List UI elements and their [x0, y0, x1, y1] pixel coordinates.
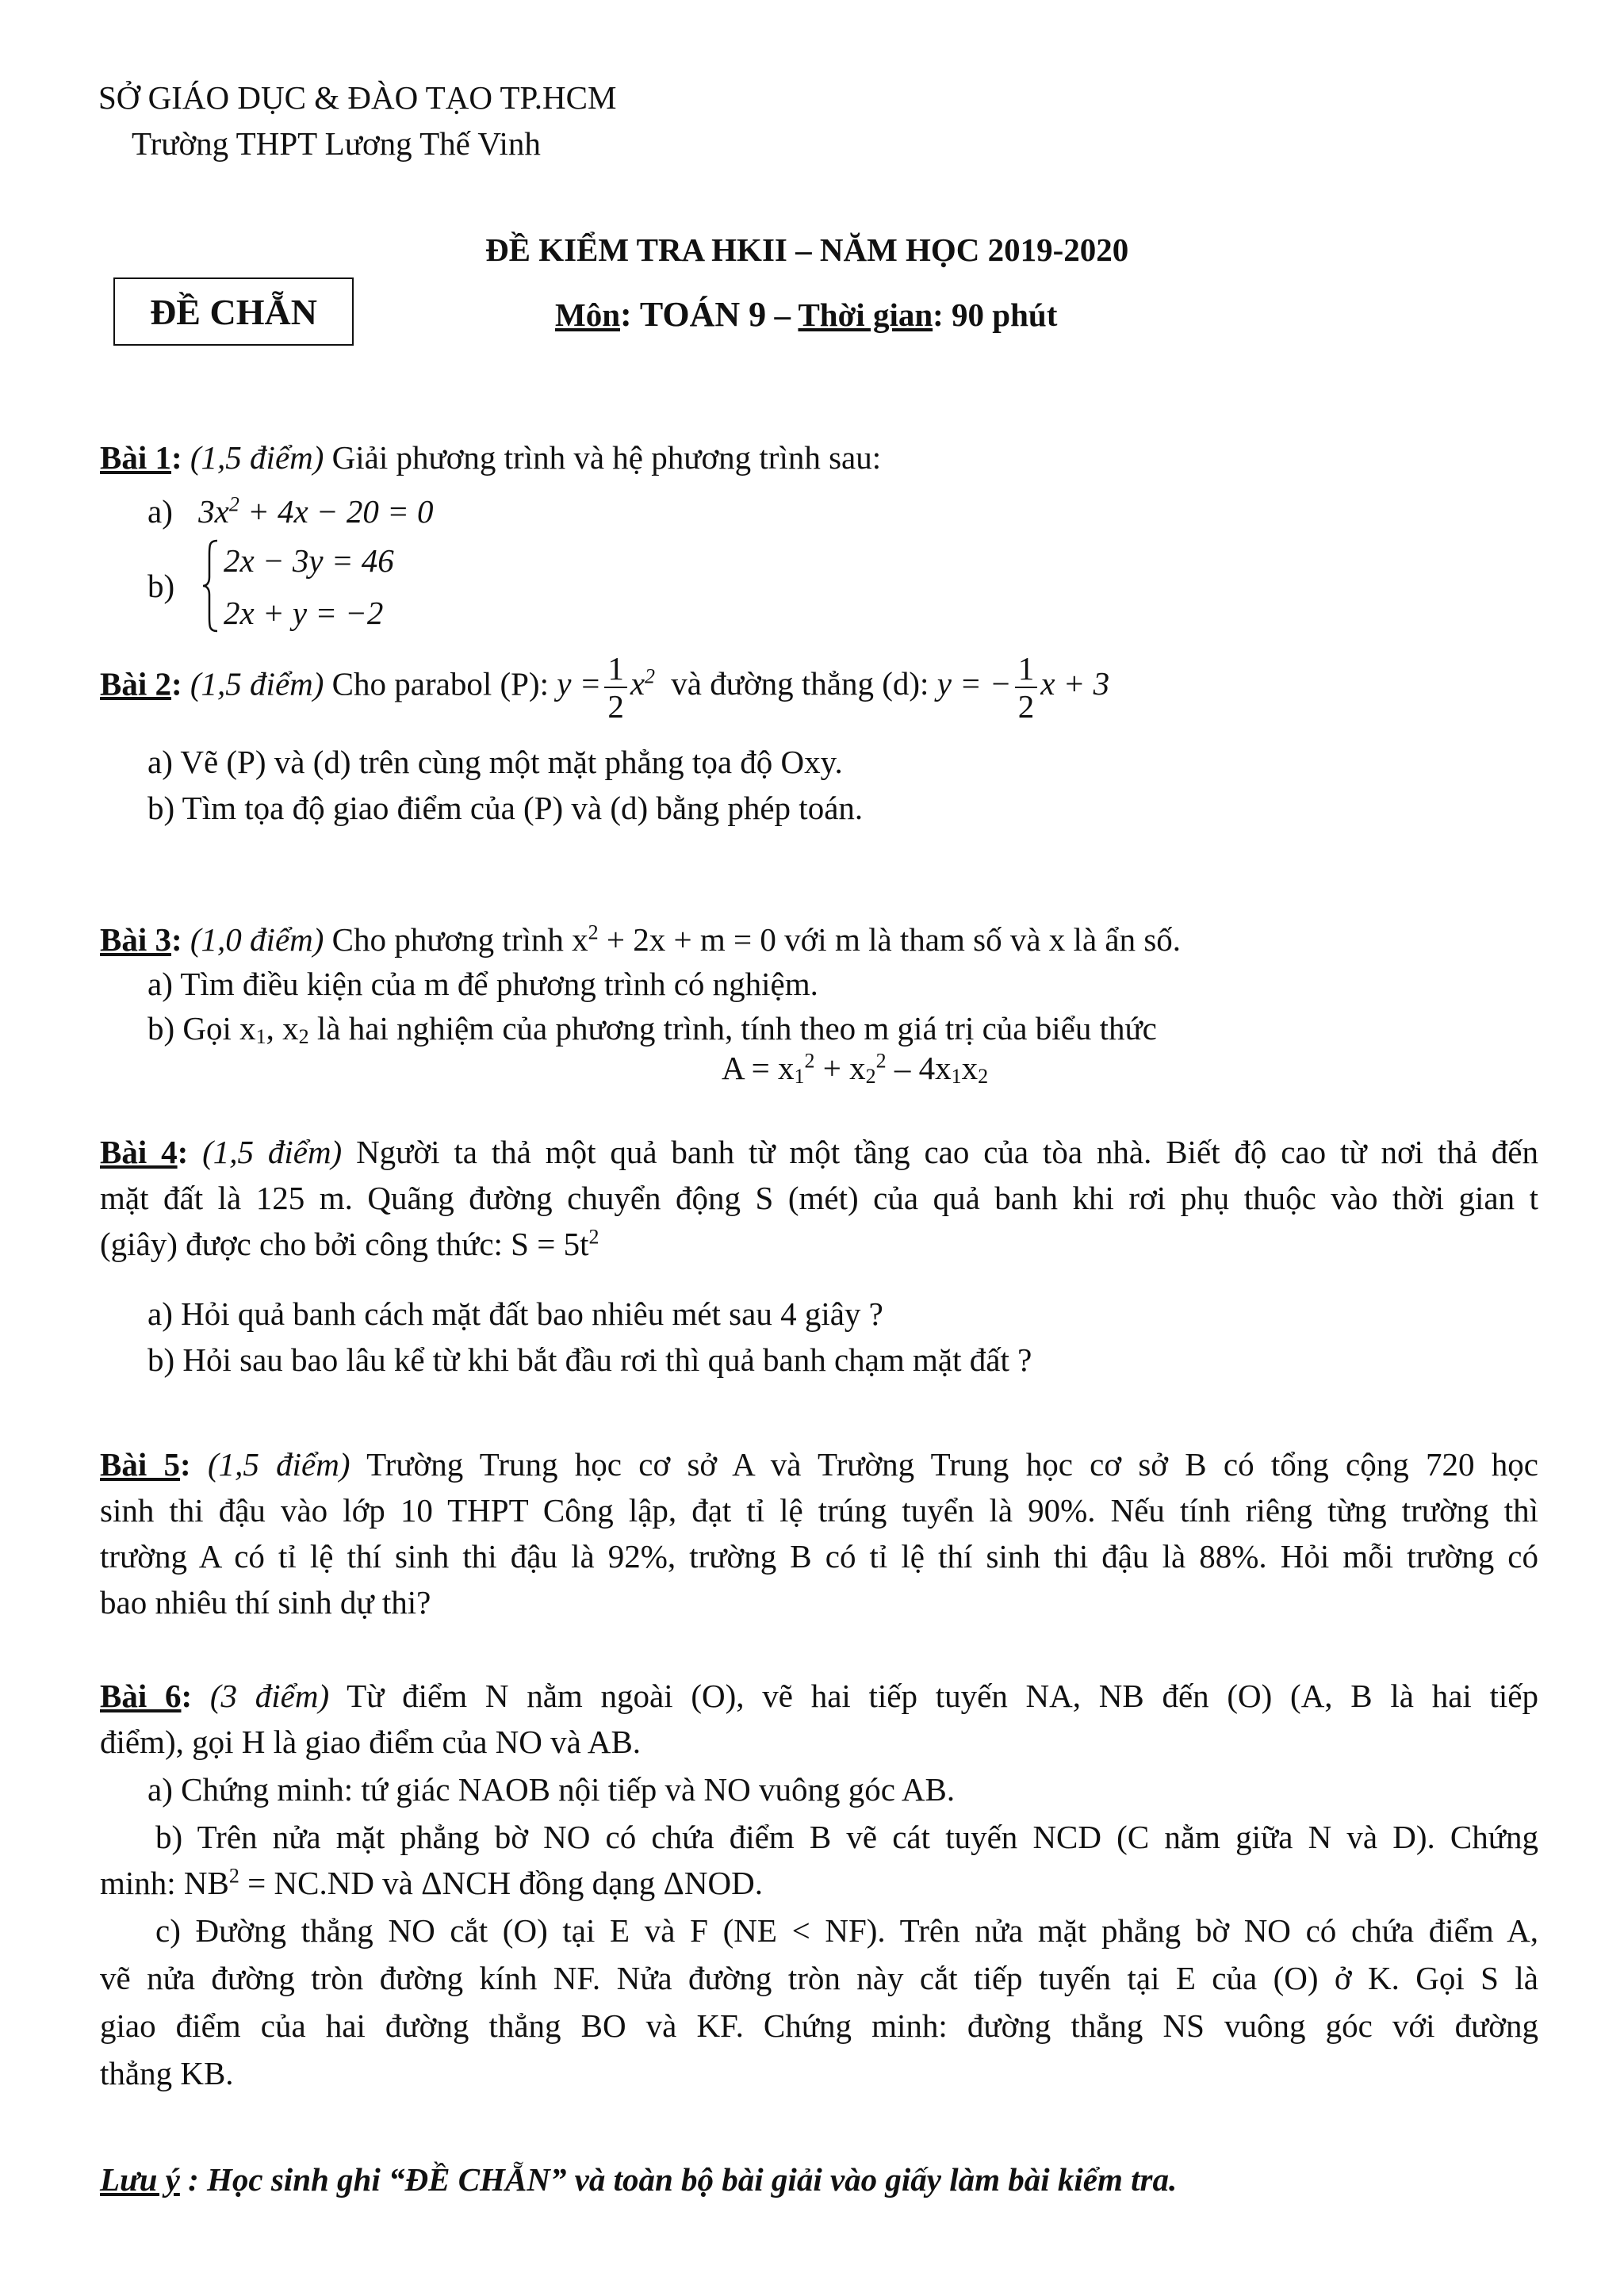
eq-a-exp: 2	[228, 492, 239, 516]
bai6-a: a) Chứng minh: tứ giác NAOB nội tiếp và NO vuông góc AB.	[147, 1771, 956, 1808]
line-lhs: y = −	[936, 665, 1012, 702]
bai4-line-2: mặt đất là 125 m. Quãng đường chuyển động S (mét) của quả banh khi rơi phụ thuộc vào thời gian t	[100, 1180, 1538, 1216]
bai3-text-1: Cho phương trình x	[331, 921, 588, 958]
subject-line	[555, 292, 1057, 338]
eq-a-rest: + 4x − 20 = 0	[247, 493, 434, 530]
expr-s2: 2	[865, 1065, 876, 1089]
bai5-line-3: trường A có tỉ lệ thí sinh thi đậu là 92%, trường B có tỉ lệ thí sinh thi đậu là 88%. Hỏi mỗi trường có	[100, 1538, 1538, 1575]
bai6-b-2	[100, 1860, 763, 1906]
bai2-colon: :	[171, 665, 182, 702]
parabol-var: x	[630, 665, 645, 702]
bai4-text-1: Người ta thả một quả banh từ một tầng cao của tòa nhà. Biết độ cao từ nơi thả đến	[356, 1134, 1539, 1170]
expr-s4: 2	[978, 1065, 989, 1089]
bai6-c-1: c) Đường thẳng NO cắt (O) tại E và F (NE < NF). Trên nửa mặt phẳng bờ NO có chứa điểm A,	[155, 1912, 1538, 1949]
bai3-text-2: + 2x + m = 0 với m là tham số và x là ẩn số.	[598, 921, 1182, 958]
bai5-line-2: sinh thi đậu vào lớp 10 THPT Công lập, đạt tỉ lệ trúng tuyển là 90%. Nếu tính riêng từng trường thì	[100, 1492, 1538, 1529]
bai4-b: b) Hỏi sau bao lâu kể từ khi bắt đầu rơi thì quả banh chạm mặt đất ?	[147, 1341, 1032, 1378]
note	[100, 2156, 1177, 2202]
bai2-text-2: và đường thẳng (d):	[671, 665, 929, 702]
bai6-text-1: Từ điểm N nằm ngoài (O), vẽ hai tiếp tuyến NA, NB đến (O) (A, B là hai tiếp	[347, 1678, 1539, 1714]
bai3-b-1: b) Gọi x	[147, 1010, 256, 1047]
expr-s1: 1	[794, 1065, 805, 1089]
bai6-points: (3 điểm)	[209, 1678, 330, 1714]
bai6-b2-2: = NC.ND và ΔNCH đồng dạng ΔNOD.	[239, 1865, 763, 1901]
dash: –	[766, 297, 799, 333]
subject-label: Môn	[555, 297, 620, 333]
bai1-b-equation-2: 2x + y = −2	[224, 595, 384, 631]
bai4-exp: 2	[588, 1225, 599, 1249]
bai5-line-4: bao nhiêu thí sinh dự thi?	[100, 1584, 431, 1621]
bai6-b2-1: minh: NB	[100, 1865, 229, 1901]
bai3-colon: :	[171, 921, 182, 958]
bai3-b-2: , x	[266, 1010, 299, 1047]
time-label: Thời gian	[798, 297, 933, 333]
line-numerator: 1	[1017, 650, 1035, 687]
bai1-label: Bài 1	[100, 439, 171, 476]
bai2-text-1: Cho parabol (P):	[331, 665, 549, 702]
bai3-exp: 2	[588, 920, 599, 944]
bai4-line-3	[100, 1221, 599, 1267]
bai3-expression	[722, 1045, 988, 1091]
bai6-colon: :	[181, 1678, 193, 1714]
bai3-b-sub1: 1	[255, 1025, 266, 1049]
bai3-a: a) Tìm điều kiện của m để phương trình có nghiệm.	[147, 966, 818, 1002]
bai2-a: a) Vẽ (P) và (d) trên cùng một mặt phẳng tọa độ Oxy.	[147, 744, 843, 780]
parabol-denominator: 2	[604, 687, 627, 725]
bai1-a-label: a)	[147, 493, 173, 530]
bai1-a-equation	[198, 493, 433, 530]
bai1-text: Giải phương trình và hệ phương trình sau:	[331, 439, 882, 476]
system-brace	[201, 539, 219, 633]
bai6-b2-exp: 2	[228, 1864, 239, 1888]
expr-e2: 2	[875, 1049, 887, 1073]
bai6-c-4: thẳng KB.	[100, 2055, 234, 2091]
parabol-equation	[557, 650, 663, 725]
bai2-points: (1,5 điểm)	[190, 665, 324, 702]
note-text: : Học sinh ghi “ĐỀ CHẴN” và toàn bộ bài giải vào giấy làm bài kiểm tra.	[179, 2161, 1178, 2198]
bai5-line-1	[100, 1441, 1538, 1487]
bai6-b-1: b) Trên nửa mặt phẳng bờ NO có chứa điểm B vẽ cát tuyến NCD (C nằm giữa N và D). Chứng	[155, 1819, 1538, 1855]
eq-a-coef: 3x	[198, 493, 229, 530]
subject-value: : TOÁN 9	[620, 295, 767, 334]
bai6-c-3: giao điểm của hai đường thẳng BO và KF. Chứng minh: đường thẳng NS vuông góc với đường	[100, 2007, 1538, 2044]
bai1-points: (1,5 điểm)	[190, 439, 324, 476]
exam-title: ĐỀ KIỂM TRA HKII – NĂM HỌC 2019-2020	[485, 232, 1129, 268]
expr-s3: 1	[951, 1065, 962, 1089]
bai6-line-2: điểm), gọi H là giao điểm của NO và AB.	[100, 1724, 642, 1760]
bai6-label: Bài 6	[100, 1678, 182, 1714]
bai3-b-3: là hai nghiệm của phương trình, tính theo m giá trị của biểu thức	[308, 1010, 1157, 1047]
line-fraction	[1015, 650, 1038, 725]
parabol-numerator: 1	[607, 650, 624, 687]
bai3-b	[147, 1005, 1157, 1051]
bai4-a: a) Hỏi quả banh cách mặt đất bao nhiêu mét sau 4 giây ?	[147, 1295, 883, 1332]
expr-e1: 2	[804, 1049, 815, 1073]
expr-p2: + x	[814, 1050, 866, 1086]
bai4-points: (1,5 điểm)	[202, 1134, 343, 1170]
time-value: : 90 phút	[933, 297, 1058, 333]
bai2-b: b) Tìm tọa độ giao điểm của (P) và (d) bằng phép toán.	[147, 790, 864, 826]
bai4-label: Bài 4	[100, 1134, 178, 1170]
bai1-a	[147, 488, 434, 534]
bai5-colon: :	[180, 1446, 191, 1483]
bai4-line-1	[100, 1129, 1538, 1175]
version-label: ĐỀ CHẴN	[150, 291, 317, 332]
bai6-line-1	[100, 1673, 1538, 1719]
bai3-points: (1,0 điểm)	[190, 921, 324, 958]
bai1-b-equation-1: 2x − 3y = 46	[224, 542, 394, 579]
line-rest: x + 3	[1040, 665, 1110, 702]
bai5-text-1: Trường Trung học cơ sở A và Trường Trung học cơ sở B có tổng cộng 720 học	[366, 1446, 1538, 1483]
bai3-label: Bài 3	[100, 921, 171, 958]
bai4-colon: :	[177, 1134, 189, 1170]
note-label: Lưu ý	[100, 2161, 180, 2198]
expr-p3: – 4x	[886, 1050, 952, 1086]
bai5-points: (1,5 điểm)	[207, 1446, 350, 1483]
bai3-b-sub2: 2	[298, 1025, 309, 1049]
bai1-b-label: b)	[147, 568, 175, 604]
bai3-heading	[100, 916, 1181, 962]
bai5-label: Bài 5	[100, 1446, 181, 1483]
bai6-c-2: vẽ nửa đường tròn đường kính NF. Nửa đường tròn này cắt tiếp tuyến tại E của (O) ở K. Gọi S là	[100, 1960, 1538, 1996]
bai2-label: Bài 2	[100, 665, 171, 702]
school-name: Trường THPT Lương Thế Vinh	[132, 125, 541, 162]
expr-p1: A = x	[722, 1050, 795, 1086]
version-box	[113, 277, 354, 346]
bai1-colon: :	[171, 439, 182, 476]
line-equation	[936, 650, 1110, 725]
expr-p4: x	[961, 1050, 979, 1086]
department-name: SỞ GIÁO DỤC & ĐÀO TẠO TP.HCM	[98, 79, 617, 116]
bai2-heading	[100, 650, 1109, 725]
line-denominator: 2	[1015, 687, 1038, 725]
bai4-text-3: (giây) được cho bởi công thức: S = 5t	[100, 1226, 589, 1262]
parabol-lhs: y =	[557, 665, 602, 702]
bai1-heading	[100, 434, 881, 480]
parabol-exp: 2	[645, 665, 656, 689]
parabol-fraction	[604, 650, 627, 725]
